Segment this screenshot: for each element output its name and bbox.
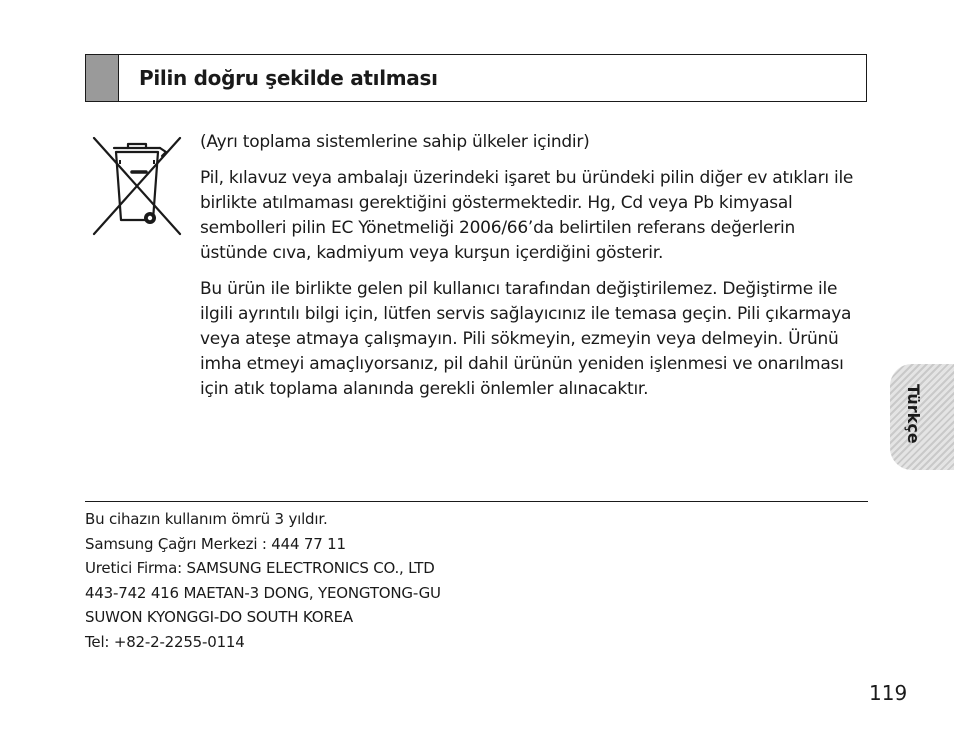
paragraph-scope: (Ayrı toplama sistemlerine sahip ülkeler içindir) (200, 132, 590, 152)
language-side-tab (890, 364, 954, 470)
footer-line-manufacturer: Uretici Firma: SAMSUNG ELECTRONICS CO., LTD (85, 559, 435, 577)
section-title: Pilin doğru şekilde atılması (139, 66, 438, 90)
footer-line-lifetime: Bu cihazın kullanım ömrü 3 yıldır. (85, 510, 328, 528)
footer-line-address-1: 443-742 416 MAETAN-3 DONG, YEONGTONG-GU (85, 583, 441, 602)
footer-line-phone: Tel: +82-2-2255-0114 (85, 632, 245, 651)
footer-divider (85, 501, 868, 502)
paragraph-symbol-meaning: Pil, kılavuz veya ambalajı üzerindeki işaret bu üründeki pilin diğer ev atıkları ile birlikte atılmaması gerektiğini göstermektedir. Hg, Cd veya Pb kimyasal sembolleri pilin EC Yönetmeliği 2006/66’da belirtilen referans değerlerin üstünde cıva, kadmiyum veya kurşun içerdiğini gösterir. (200, 168, 854, 263)
footer-line-call-center: Samsung Çağrı Merkezi : 444 77 11 (85, 534, 346, 553)
page-number: 119 (869, 681, 908, 705)
manufacturer-info (85, 507, 785, 654)
crossed-out-wheelie-bin-icon (90, 134, 184, 236)
footer-line-address-2: SUWON KYONGGI-DO SOUTH KOREA (85, 608, 353, 626)
language-tab-label: Türkçe (904, 384, 923, 444)
paragraph-battery-replacement: Bu ürün ile birlikte gelen pil kullanıcı tarafından değiştirilemez. Değiştirme ile ilgili ayrıntılı bilgi için, lütfen servis sağlayıcınız ile temasa geçin. Pili çıkarmaya veya ateşe atmaya çalışmayın. Pili sökmeyin, ezmeyin veya delmeyin. Ürünü imha etmeyi amaçlıyorsanız, pil dahil ürünün yeniden işlenmesi ve onarılması için atık toplama alanında gerekli önlemler alınacaktır. (200, 279, 852, 399)
section-title-box (85, 54, 867, 102)
title-marker (86, 55, 119, 101)
body-text (200, 130, 865, 413)
